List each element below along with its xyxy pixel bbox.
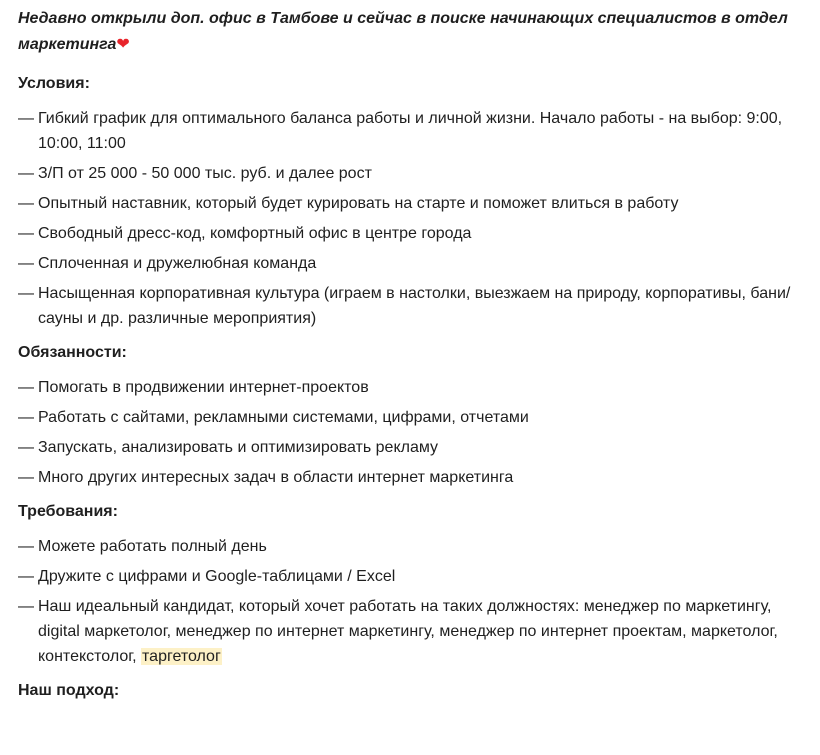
list-item bbox=[18, 465, 802, 490]
list-item bbox=[18, 435, 802, 460]
requirements-list bbox=[18, 534, 802, 669]
list-item-text: Насыщенная корпоративная культура (играем в настолки, выезжаем на природу, корпоративы, бани/сауны и др. различные мероприятия) bbox=[38, 285, 791, 327]
list-item-text: Можете работать полный день bbox=[38, 538, 267, 555]
section-title-duties: Обязанности: bbox=[18, 344, 127, 361]
dash-marker: — bbox=[18, 469, 34, 486]
list-item-text: Работать с сайтами, рекламными системами, цифрами, отчетами bbox=[38, 409, 529, 426]
section-title-approach: Наш подход: bbox=[18, 682, 120, 699]
highlighted-term: таргетолог bbox=[142, 648, 221, 665]
conditions-list bbox=[18, 106, 802, 331]
section-title-conditions: Условия: bbox=[18, 75, 90, 92]
dash-marker: — bbox=[18, 439, 34, 456]
list-item-text: Свободный дресс-код, комфортный офис в центре города bbox=[38, 225, 472, 242]
list-item bbox=[18, 221, 802, 246]
heart-icon: ❤ bbox=[116, 36, 130, 53]
duties-list bbox=[18, 375, 802, 490]
list-item bbox=[18, 251, 802, 276]
dash-marker: — bbox=[18, 598, 34, 615]
list-item bbox=[18, 534, 802, 559]
list-item bbox=[18, 594, 802, 669]
intro-text-content: Недавно открыли доп. офис в Тамбове и сейчас в поиске начинающих специалистов в отдел маркетинга bbox=[18, 10, 788, 53]
list-item bbox=[18, 161, 802, 186]
intro-text bbox=[18, 6, 802, 58]
list-item-text: Запускать, анализировать и оптимизировать рекламу bbox=[38, 439, 439, 456]
section-title-requirements: Требования: bbox=[18, 503, 118, 520]
list-item bbox=[18, 191, 802, 216]
list-item-text: З/П от 25 000 - 50 000 тыс. руб. и далее рост bbox=[38, 165, 372, 182]
list-item-text: Опытный наставник, который будет курировать на старте и поможет влиться в работу bbox=[38, 195, 679, 212]
list-item-text: Помогать в продвижении интернет-проектов bbox=[38, 379, 369, 396]
dash-marker: — bbox=[18, 255, 34, 272]
list-item-text: Сплоченная и дружелюбная команда bbox=[38, 255, 317, 272]
dash-marker: — bbox=[18, 165, 34, 182]
list-item bbox=[18, 375, 802, 400]
dash-marker: — bbox=[18, 409, 34, 426]
dash-marker: — bbox=[18, 225, 34, 242]
list-item bbox=[18, 281, 802, 331]
list-item-text: Гибкий график для оптимального баланса работы и личной жизни. Начало работы - на выбор: 9:00, 10:00, 11:00 bbox=[38, 110, 783, 152]
dash-marker: — bbox=[18, 110, 34, 127]
dash-marker: — bbox=[18, 379, 34, 396]
list-item bbox=[18, 106, 802, 156]
list-item bbox=[18, 405, 802, 430]
list-item-text: Много других интересных задач в области интернет маркетинга bbox=[38, 469, 514, 486]
dash-marker: — bbox=[18, 568, 34, 585]
list-item-text: Наш идеальный кандидат, который хочет работать на таких должностях: менеджер по маркетингу, digital маркетолог, менеджер по интернет маркетингу, менеджер по интернет проектам, маркетолог, контекстолог, bbox=[38, 598, 778, 665]
dash-marker: — bbox=[18, 195, 34, 212]
dash-marker: — bbox=[18, 285, 34, 302]
list-item bbox=[18, 564, 802, 589]
list-item-text: Дружите с цифрами и Google-таблицами / Excel bbox=[38, 568, 396, 585]
dash-marker: — bbox=[18, 538, 34, 555]
